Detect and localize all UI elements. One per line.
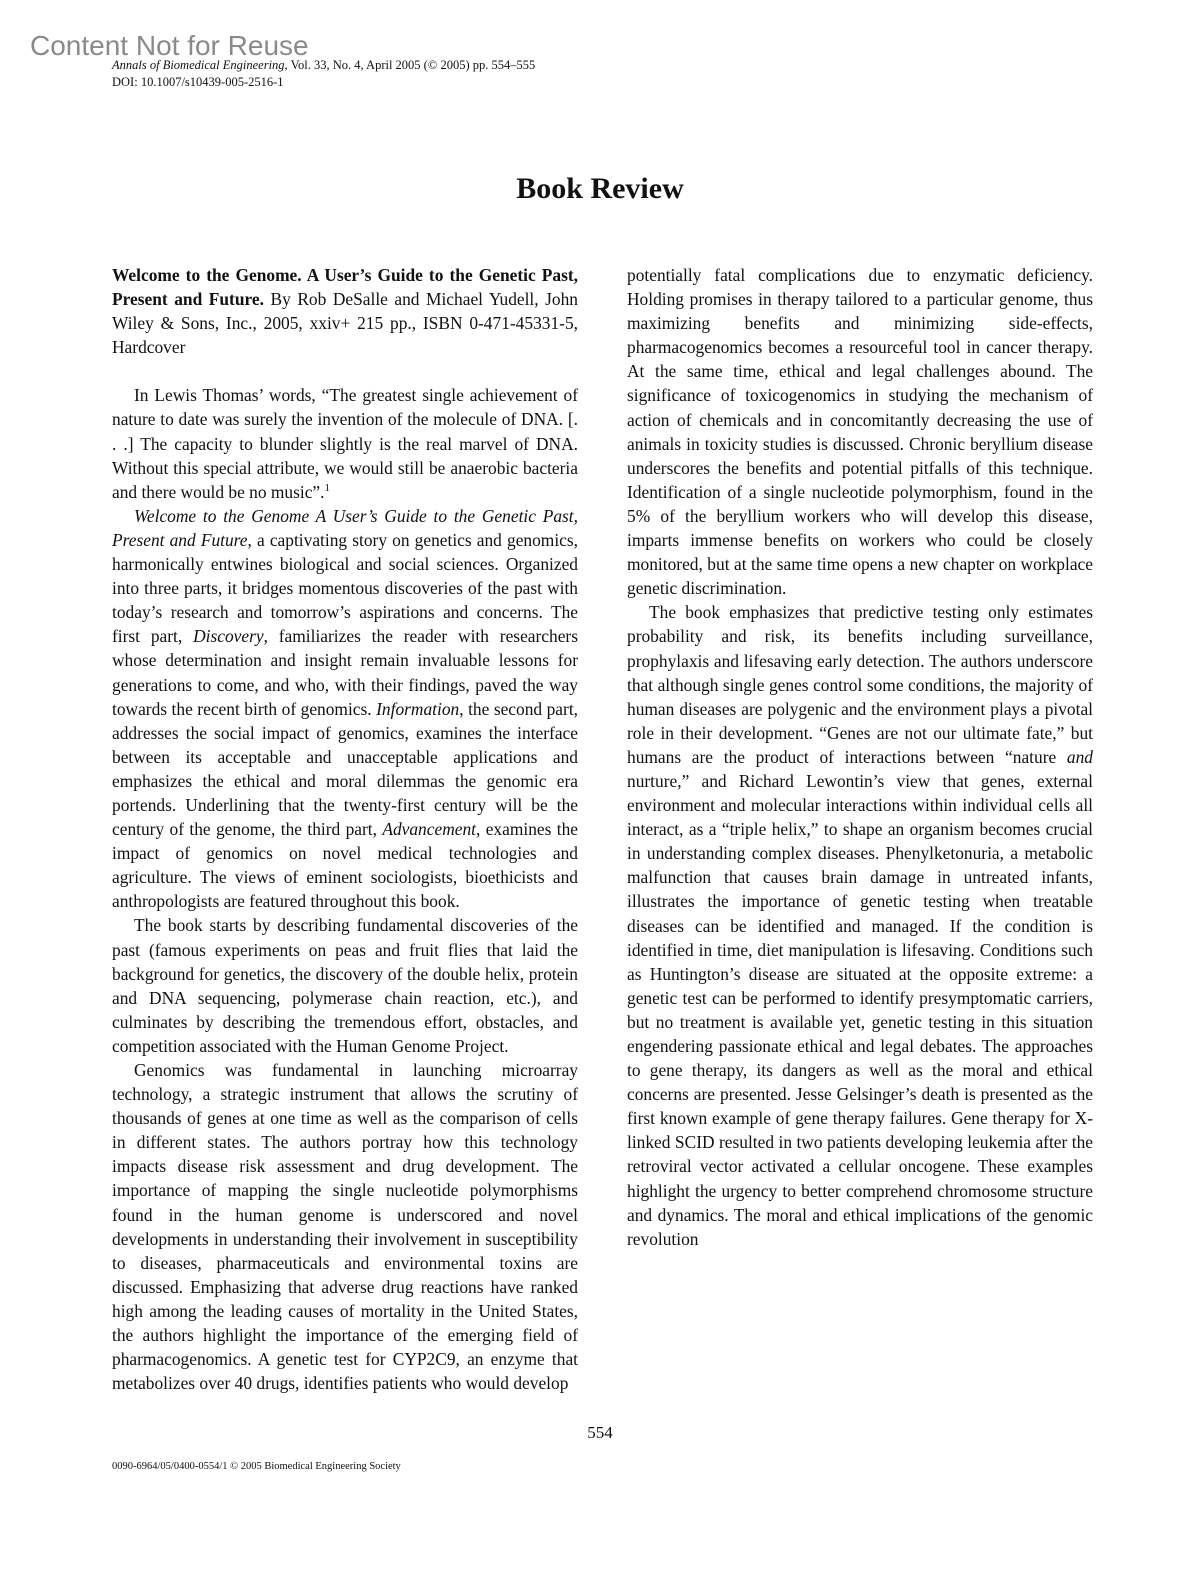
journal-name: Annals of Biomedical Engineering <box>112 58 285 72</box>
paragraph-4-continued: potentially fatal complications due to enzymatic deficiency. Holding promises in therapy tailored to a particular genome, thus maximizing benefits and minimizing side-effects, pharmacogenomics becomes a resourceful tool in cancer therapy. At the same time, ethical and legal challenges abound. The significance of toxicogenomics in studying the mechanism of action of chemicals and in concomitantly decreasing the use of animals in toxicity studies is discussed. Chronic beryllium disease underscores the benefits and potential pitfalls of this technique. Identification of a single nucleotide polymorphism, found in the 5% of the beryllium workers who will develop this disease, imparts immense benefits on workers who could be closely monitored, but at the same time opens a new chapter on workplace genetic discrimination. <box>627 265 1093 599</box>
book-title-italic: Welcome to the Genome A User’s Guide to the Genetic Past, Present and Future <box>112 505 578 550</box>
paragraph-5-text-b: nurture,” and Richard Lewontin’s view that genes, external environment and molecular interactions within individual cells all interact, as a “triple helix,” to shape an organism becomes crucial in understanding complex diseases. Phenylketonuria, a metabolic malfunction that causes brain damage in untreated infants, illustrates the importance of genetic testing when treatable diseases can be identified and managed. If the condition is identified in time, diet manipulation is lifesaving. Conditions such as Huntington’s disease are situated at the opposite extreme: a genetic test can be performed to identify presymptomatic carriers, but no treatment is available yet, genetic testing in this situation engendering passionate ethical and legal debates. The approaches to gene therapy, its dangers as well as the moral and ethical concerns are presented. Jesse Gelsinger’s death is presented as the first known example of gene therapy failures. Gene therapy for X-linked SCID resulted in two patients developing leukemia after the retroviral vector activated a cellular oncogene. These examples highlight the urgency to better comprehend chromosome structure and dynamics. The moral and ethical implications of the genomic revolution <box>627 770 1093 1249</box>
copyright-footer: 0090-6964/05/0400-0554/1 © 2005 Biomedical Engineering Society <box>112 1461 401 1472</box>
emphasis-and: and <box>1066 746 1093 767</box>
paragraph-3: The book starts by describing fundamental discoveries of the past (famous experiments on peas and fruit flies that laid the background for genetics, the discovery of the double helix, protein and DNA sequencing, polymerase chain reaction, etc.), and culminates by describing the tremendous effort, obstacles, and competition associated with the Human Genome Project. <box>112 915 578 1056</box>
left-column <box>112 263 578 1395</box>
part-information: Information <box>376 698 460 719</box>
paragraph-5-text-a: The book emphasizes that predictive testing only estimates probability and risk, its benefits including surveillance, prophylaxis and lifesaving early detection. The authors underscore that although single genes control some conditions, the majority of human diseases are polygenic and the environment plays a pivotal role in their development. “Genes are not our ultimate fate,” but humans are the product of interactions between “nature <box>627 602 1093 767</box>
part-advancement: Advancement <box>382 819 476 840</box>
watermark: Content Not for Reuse <box>30 30 309 61</box>
paragraph-1-text: In Lewis Thomas’ words, “The greatest single achievement of nature to date was surely the invention of the molecule of DNA. [. . .] The capacity to blunder slightly is the real marvel of DNA. Without this special attribute, we would still be anaerobic bacteria and there would be no music”. <box>112 385 578 502</box>
book-title: Welcome to the Genome. A User’s Guide to the Genetic Past, Present and Future. <box>112 265 578 310</box>
citation-details: , Vol. 33, No. 4, April 2005 (© 2005) pp. 554–555 <box>284 58 536 72</box>
citation-line <box>112 57 535 74</box>
paragraph-4-text: Genomics was fundamental in launching microarray technology, a strategic instrument that allows the scrutiny of thousands of genes at one time as well as the comparison of cells in different states. The authors portray how this technology impacts disease risk assessment and drug development. The importance of mapping the single nucleotide polymorphisms found in the human genome is underscored and novel developments in understanding their involvement in susceptibility to diseases, pharmaceuticals and environmental toxins are discussed. Emphasizing that adverse drug reactions have ranked high among the leading causes of mortality in the United States, the authors highlight the importance of the emerging field of pharmacogenomics. A genetic test for CYP2C9, an enzyme that metabolizes over 40 drugs, identifies patients who would develop <box>112 1060 578 1394</box>
book-details: By Rob DeSalle and Michael Yudell, John Wiley & Sons, Inc., 2005, xxiv+ 215 pp., ISBN 0-471-45331-5, Hardcover <box>112 289 578 358</box>
paragraph-2-text-a: , a captivating story on genetics and genomics, harmonically entwines biological and social sciences. Organized into three parts, it bridges momentous discoveries of the past with today’s research and tomorrow’s aspirations and concerns. The first part, <box>112 529 578 647</box>
right-column <box>627 263 1093 1251</box>
book-citation <box>112 263 578 359</box>
paragraph-2-text-c: , the second part, addresses the social impact of genomics, examines the interface between its acceptable and unacceptable applications and emphasizes the ethical and moral dilemmas the genomic era portends. Underlining that the twenty-first century will be the century of the genome, the third part, <box>112 698 578 840</box>
page-number: 554 <box>587 1423 613 1442</box>
paragraph-4-start <box>112 1058 578 1395</box>
page-title: Book Review <box>516 172 684 205</box>
paragraph-1 <box>112 383 578 503</box>
footnote-marker: 1 <box>324 481 330 494</box>
doi: DOI: 10.1007/s10439-005-2516-1 <box>112 75 284 89</box>
paragraph-2 <box>112 504 578 914</box>
paragraph-5 <box>627 600 1093 1251</box>
part-discovery: Discovery <box>193 626 264 647</box>
journal-header <box>112 57 535 91</box>
paragraph-2-text-b: , familiarizes the reader with researchers whose determination and insight remain invaluable lessons for generations to come, and who, with their findings, paved the way towards the recent birth of genomics. <box>112 626 578 719</box>
paragraph-2-text-d: , examines the impact of genomics on novel medical technologies and agriculture. The views of eminent sociologists, bioethicists and anthropologists are featured throughout this book. <box>112 819 579 912</box>
